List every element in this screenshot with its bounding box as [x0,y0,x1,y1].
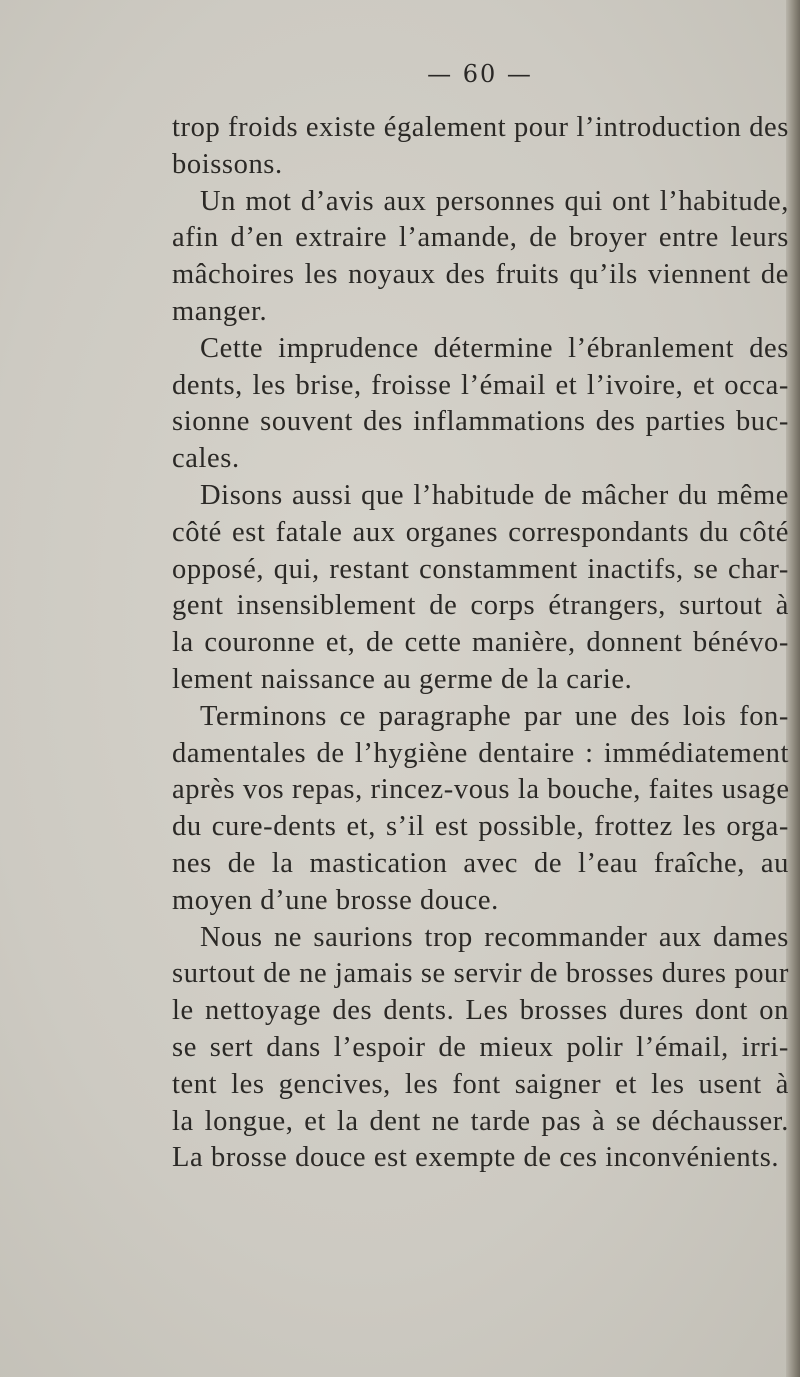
text-line: moyen d’une brosse douce. [172,884,499,916]
text-line: opposé, qui, restant constamment inactifs, se char- [172,553,789,585]
text-line: tent les gencives, les font saigner et les usent à [172,1068,789,1100]
text-line: dents, les brise, froisse l’émail et l’ivoire, et occa- [172,369,789,401]
text-line: du cure-dents et, s’il est possible, frottez les orga- [172,811,789,843]
text-line: Cette imprudence détermine l’ébranlement des [200,332,789,364]
text-line: se sert dans l’espoir de mieux polir l’émail, irri- [172,1031,789,1063]
text-line: surtout de ne jamais se servir de brosses dures pour [172,958,789,990]
text-line: Nous ne saurions trop recommander aux dames [200,921,789,953]
text-line: manger. [172,295,268,327]
text-line: lement naissance au germe de la carie. [172,663,633,695]
text-line: La brosse douce est exempte de ces inconvénients. [172,1142,780,1174]
text-line: la couronne et, de cette manière, donnent bénévo- [172,627,789,659]
text-line: mâchoires les noyaux des fruits qu’ils viennent de [172,259,789,291]
text-line: cales. [172,443,240,475]
text-line: damentales de l’hygiène dentaire : immédiatement [172,737,789,769]
body-text [172,110,792,1177]
text-line: boissons. [172,148,283,180]
text-line: trop froids existe également pour l’introduction des [172,112,789,143]
text-line: après vos repas, rincez-vous la bouche, faites usage [172,774,790,806]
page-number: — 60 — [427,60,533,88]
paragraph [172,184,792,331]
text-line: Terminons ce paragraphe par une des lois fon- [200,700,789,732]
text-line: Un mot d’avis aux personnes qui ont l’habitude, [200,185,789,217]
text-line: Disons aussi que l’habitude de mâcher du même [200,479,789,511]
paragraph [172,699,792,920]
text-line: sionne souvent des inflammations des parties buc- [172,406,789,438]
paragraph [172,478,792,699]
paragraph [172,331,792,478]
text-line: afin d’en extraire l’amande, de broyer entre leurs [172,222,789,254]
text-line: côté est fatale aux organes correspondants du côté [172,516,789,548]
text-line: le nettoyage des dents. Les brosses dures dont on [172,995,789,1027]
text-line: nes de la mastication avec de l’eau fraîche, au [172,847,789,879]
text-line: gent insensiblement de corps étrangers, surtout à [172,590,789,622]
paragraph [172,920,792,1178]
paragraph [172,110,792,184]
text-line: la longue, et la dent ne tarde pas à se déchausser. [172,1105,789,1137]
